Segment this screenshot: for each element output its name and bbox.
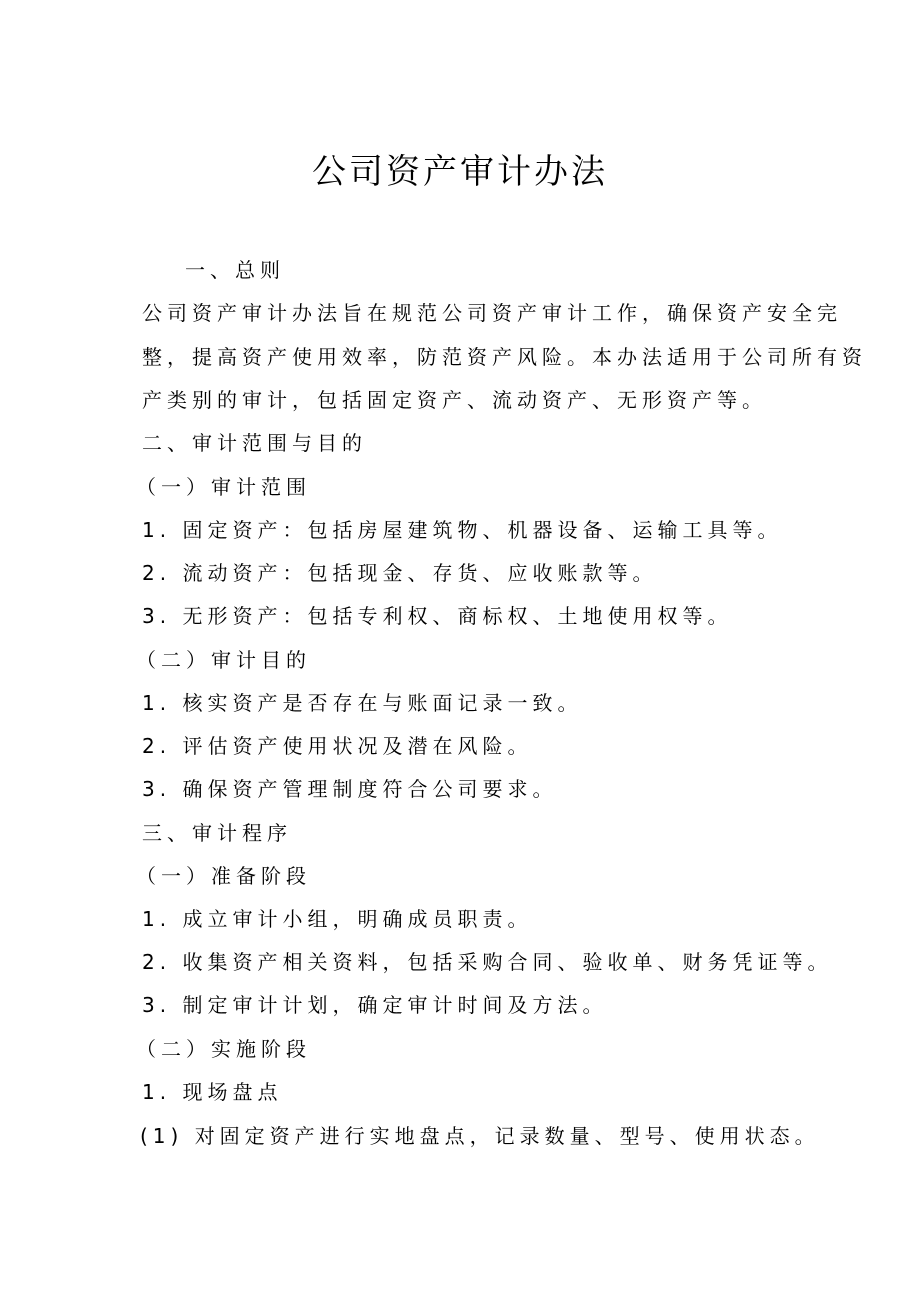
list-item: 2. 收集资产相关资料，包括采购合同、验收单、财务凭证等。 xyxy=(142,950,833,974)
list-item: 2. 流动资产：包括现金、存货、应收账款等。 xyxy=(142,561,658,585)
list-item: 2. 评估资产使用状况及潜在风险。 xyxy=(142,734,533,758)
document-title: 公司资产审计办法 xyxy=(312,152,608,192)
list-item: 1. 成立审计小组，明确成员职责。 xyxy=(142,907,533,931)
list-item: 1. 核实资产是否存在与账面记录一致。 xyxy=(142,691,583,715)
subsection-heading: （二）审计目的 xyxy=(136,648,311,672)
list-item: 3. 无形资产：包括专利权、商标权、土地使用权等。 xyxy=(142,604,733,628)
list-item: 1. 固定资产：包括房屋建筑物、机器设备、运输工具等。 xyxy=(142,518,783,542)
paragraph-line: 产类别的审计，包括固定资产、流动资产、无形资产等。 xyxy=(142,388,767,412)
list-item: (1) 对固定资产进行实地盘点，记录数量、型号、使用状态。 xyxy=(140,1124,820,1148)
list-item: 3. 确保资产管理制度符合公司要求。 xyxy=(142,777,558,801)
subsection-heading: （二）实施阶段 xyxy=(136,1037,311,1061)
section-heading-scope: 二、审计范围与目的 xyxy=(142,431,367,455)
paragraph-line: 公司资产审计办法旨在规范公司资产审计工作，确保资产安全完 xyxy=(142,301,842,325)
section-heading-procedure: 三、审计程序 xyxy=(142,821,292,845)
list-item: 1. 现场盘点 xyxy=(142,1080,283,1104)
subsection-heading: （一）准备阶段 xyxy=(136,864,311,888)
section-heading-general: 一、总则 xyxy=(185,258,285,282)
subsection-heading: （一）审计范围 xyxy=(136,475,311,499)
list-item: 3. 制定审计计划，确定审计时间及方法。 xyxy=(142,993,608,1017)
paragraph-line: 整，提高资产使用效率，防范资产风险。本办法适用于公司所有资 xyxy=(142,345,867,369)
